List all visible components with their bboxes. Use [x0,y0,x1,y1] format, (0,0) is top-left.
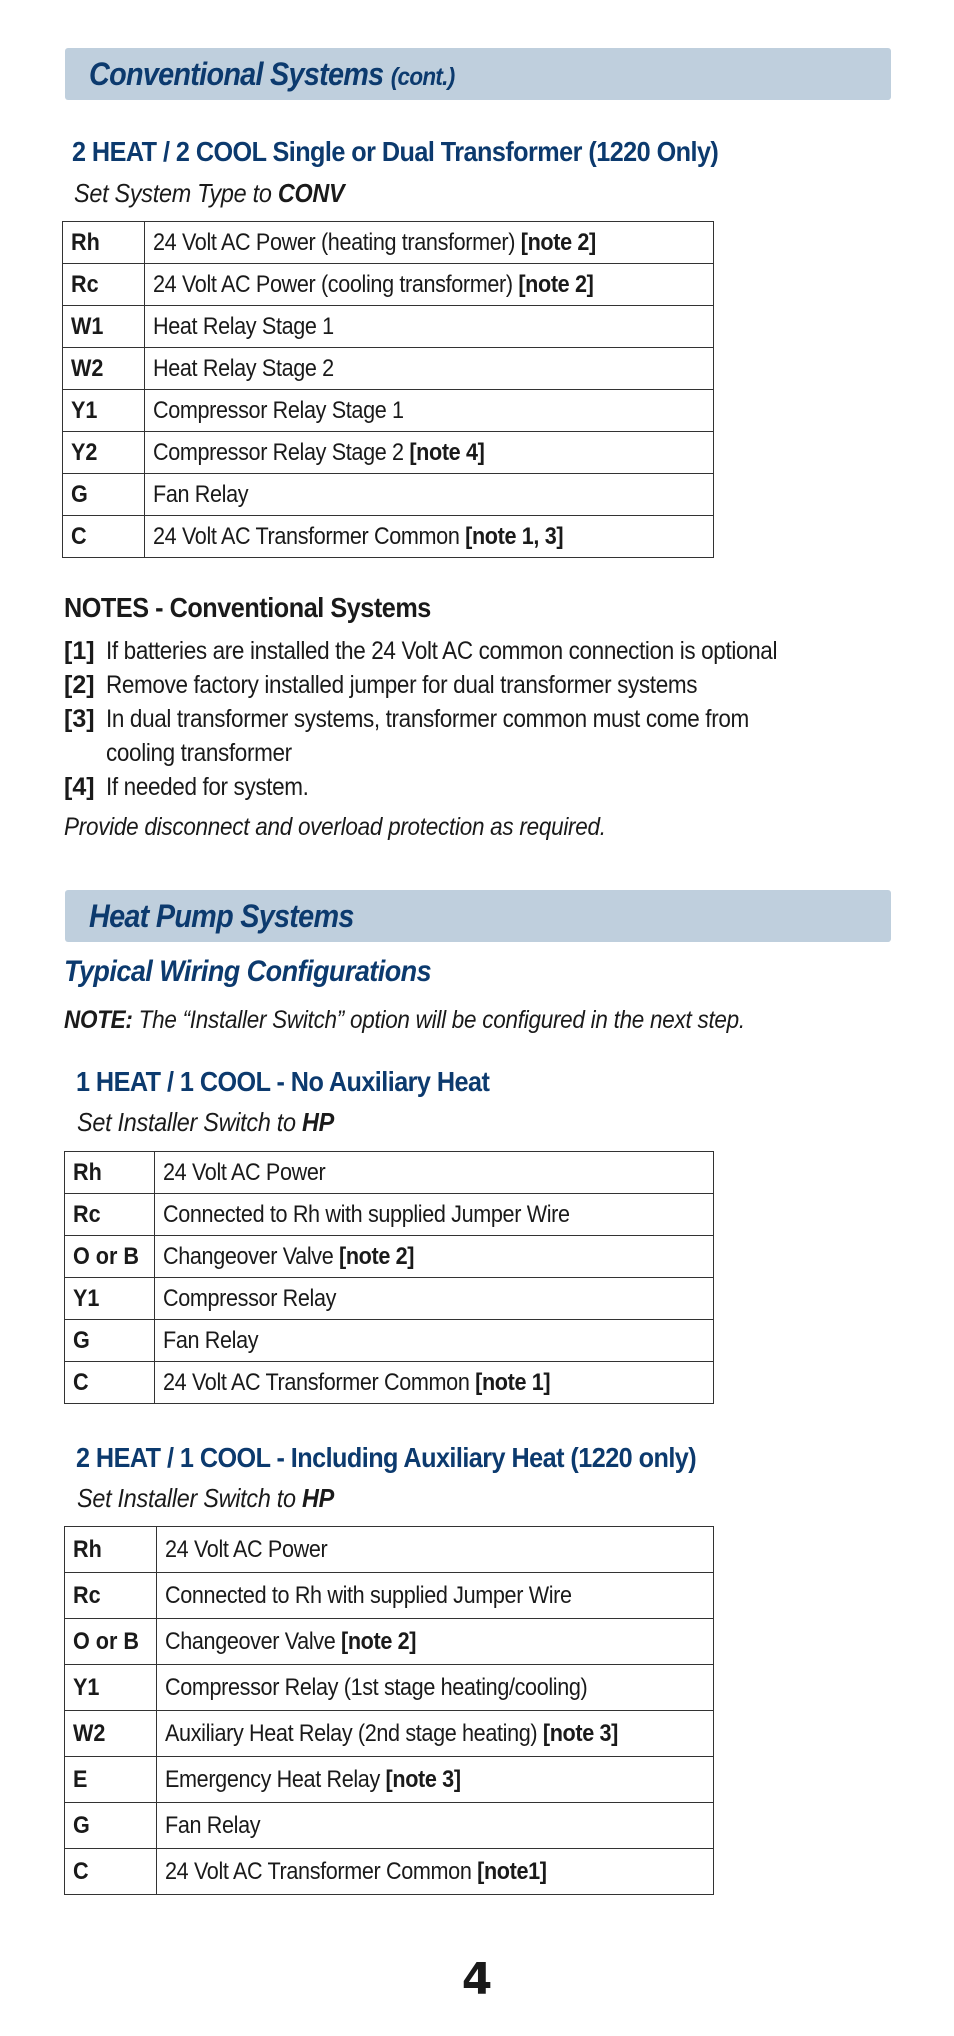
notes-list [64,634,904,804]
table-row [65,1711,714,1757]
terminal-cell [65,1849,157,1895]
page-number: 4 [461,1954,493,2005]
terminal-label: O or B [73,1627,140,1655]
terminal-cell [63,306,145,348]
description-cell [155,1152,714,1194]
description-cell [145,390,714,432]
note-item [64,668,904,702]
terminal-cell [65,1278,155,1320]
config-instruction: Set Installer Switch to HP [77,1483,335,1513]
description-text: Connected to Rh with supplied Jumper Wire [163,1200,570,1228]
description-text: 24 Volt AC Power [165,1535,328,1563]
terminal-label: C [71,522,87,550]
description-cell [157,1711,714,1757]
installer-note: NOTE: The “Installer Switch” option will be configured in the next step. [64,1006,745,1034]
description-cell [157,1757,714,1803]
note-reference: [note 2] [520,228,596,256]
note-number: [4] [64,773,95,801]
description-cell [155,1320,714,1362]
terminal-label: Y2 [71,438,98,466]
disclaimer: Provide disconnect and overload protection as required. [64,813,606,841]
terminal-cell [65,1665,157,1711]
description-cell [145,348,714,390]
terminal-cell [65,1573,157,1619]
terminal-label: W2 [73,1719,106,1747]
description-text: Connected to Rh with supplied Jumper Wire [165,1581,572,1609]
description-cell [155,1362,714,1404]
terminal-cell [65,1194,155,1236]
terminal-label: E [73,1765,88,1793]
description-text: 24 Volt AC Power (cooling transformer) [153,270,513,298]
terminal-label: O or B [73,1242,140,1270]
table-row [63,348,714,390]
terminal-cell [63,264,145,306]
note-number: [3] [64,705,95,733]
description-cell [145,432,714,474]
terminal-label: G [71,480,88,508]
note-number [64,736,106,770]
section-title: Heat Pump Systems [89,897,354,934]
table-row [65,1527,714,1573]
description-text: Compressor Relay (1st stage heating/cooling) [165,1673,588,1701]
description-cell [157,1665,714,1711]
note-item [64,736,904,770]
terminal-cell [65,1711,157,1757]
description-text: 24 Volt AC Power [163,1158,326,1186]
description-cell [145,474,714,516]
note-reference: [note 4] [409,438,485,466]
description-text: 24 Volt AC Power (heating transformer) [153,228,516,256]
terminal-label: Y1 [71,396,98,424]
note-reference: [note 1] [475,1368,551,1396]
terminal-label: W2 [71,354,104,382]
note-reference: [note 2] [339,1242,415,1270]
note-reference: [note 2] [341,1627,417,1655]
table-row [65,1362,714,1404]
terminal-label: Rc [71,270,99,298]
note-reference: [note 3] [542,1719,618,1747]
description-cell [157,1803,714,1849]
note-item [64,702,904,736]
description-text: 24 Volt AC Transformer Common [163,1368,470,1396]
table-row [63,516,714,558]
description-cell [157,1527,714,1573]
terminal-cell [65,1152,155,1194]
table-row [63,264,714,306]
description-text: Fan Relay [153,480,249,508]
description-cell [155,1236,714,1278]
table-row [65,1236,714,1278]
terminal-label: Y1 [73,1284,100,1312]
wiring-table-hp-2 [64,1526,714,1895]
table-row [65,1803,714,1849]
terminal-cell [63,474,145,516]
table-row [63,390,714,432]
note-number: [2] [64,671,95,699]
section-banner-heat-pump [65,890,891,942]
terminal-label: G [73,1326,90,1354]
terminal-label: Rc [73,1581,101,1609]
note-reference: [note1] [477,1857,547,1885]
terminal-label: W1 [71,312,104,340]
terminal-label: Rh [73,1158,102,1186]
description-cell [145,516,714,558]
description-text: Auxiliary Heat Relay (2nd stage heating) [165,1719,538,1747]
table-row [65,1194,714,1236]
terminal-label: Y1 [73,1673,100,1701]
note-text: If needed for system. [106,773,309,801]
config-heading: 1 HEAT / 1 COOL - No Auxiliary Heat [76,1066,490,1097]
terminal-cell [63,432,145,474]
note-text: If batteries are installed the 24 Volt AC common connection is optional [106,637,778,665]
description-cell [157,1619,714,1665]
note-text: Remove factory installed jumper for dual transformer systems [106,671,698,699]
description-text: Compressor Relay Stage 2 [153,438,404,466]
terminal-cell [65,1803,157,1849]
table-row [63,432,714,474]
wiring-table-hp-1 [64,1151,714,1404]
table-row [65,1849,714,1895]
section-title: Conventional Systems (cont.) [89,55,455,92]
note-reference: [note 1, 3] [465,522,564,550]
note-item [64,770,904,804]
terminal-cell [65,1619,157,1665]
description-text: Changeover Valve [165,1627,336,1655]
terminal-cell [65,1362,155,1404]
description-cell [157,1849,714,1895]
description-cell [145,264,714,306]
description-cell [145,306,714,348]
terminal-label: C [73,1857,89,1885]
note-text: In dual transformer systems, transformer common must come from [106,705,749,733]
config-instruction: Set System Type to CONV [74,178,345,208]
config-heading: 2 HEAT / 2 COOL Single or Dual Transformer (1220 Only) [72,136,719,167]
terminal-cell [65,1757,157,1803]
description-text: 24 Volt AC Transformer Common [153,522,460,550]
table-row [65,1757,714,1803]
note-reference: [note 3] [385,1765,461,1793]
description-cell [155,1278,714,1320]
terminal-cell [65,1527,157,1573]
terminal-cell [63,348,145,390]
description-text: Heat Relay Stage 1 [153,312,334,340]
terminal-cell [63,516,145,558]
section-subtitle: Typical Wiring Configurations [64,955,432,988]
note-number: [1] [64,637,95,665]
table-row [65,1665,714,1711]
terminal-cell [65,1320,155,1362]
note-text: cooling transformer [106,739,292,767]
config-instruction: Set Installer Switch to HP [77,1107,335,1137]
config-heading: 2 HEAT / 1 COOL - Including Auxiliary Heat (1220 only) [76,1442,697,1473]
table-row [63,222,714,264]
description-cell [155,1194,714,1236]
table-row [65,1278,714,1320]
terminal-cell [63,390,145,432]
table-row [65,1152,714,1194]
section-banner-conventional [65,48,891,100]
table-row [65,1320,714,1362]
description-text: 24 Volt AC Transformer Common [165,1857,472,1885]
description-text: Fan Relay [165,1811,261,1839]
terminal-cell [65,1236,155,1278]
description-text: Compressor Relay [163,1284,337,1312]
table-row [65,1573,714,1619]
description-text: Changeover Valve [163,1242,334,1270]
terminal-label: G [73,1811,90,1839]
notes-title: NOTES - Conventional Systems [64,592,431,623]
terminal-cell [63,222,145,264]
terminal-label: C [73,1368,89,1396]
note-reference: [note 2] [518,270,594,298]
description-text: Compressor Relay Stage 1 [153,396,404,424]
table-row [63,306,714,348]
note-item [64,634,904,668]
description-cell [145,222,714,264]
table-row [63,474,714,516]
terminal-label: Rh [73,1535,102,1563]
description-text: Fan Relay [163,1326,259,1354]
table-row [65,1619,714,1665]
terminal-label: Rh [71,228,100,256]
terminal-label: Rc [73,1200,101,1228]
description-cell [157,1573,714,1619]
description-text: Emergency Heat Relay [165,1765,380,1793]
description-text: Heat Relay Stage 2 [153,354,334,382]
wiring-table-conventional [62,221,714,558]
